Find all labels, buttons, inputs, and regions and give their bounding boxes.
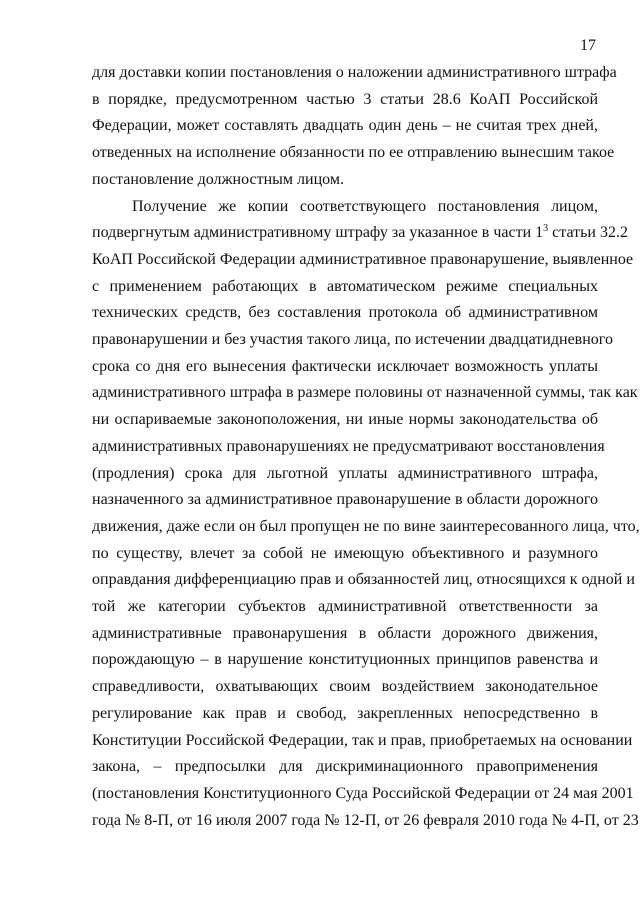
text-line: правонарушении и без участия такого лица, по истечении двадцатидневного <box>92 331 613 349</box>
text-line-with-superscript <box>92 220 628 247</box>
text-line: назначенного за административное правонарушение в области дорожного <box>92 491 598 509</box>
text-fragment: подвергнутым административному штрафу за указанное в части 1 <box>92 224 544 242</box>
text-line: административного штрафа в размере половины от назначенной суммы, так как <box>92 384 638 402</box>
text-line: порождающую – в нарушение конституционных принципов равенства и <box>92 651 598 669</box>
text-line: по существу, влечет за собой не имеющую объективного и разумного <box>92 544 598 562</box>
document-body <box>92 60 640 834</box>
text-line: для доставки копии постановления о наложении административного штрафа <box>92 64 617 81</box>
paragraph-2 <box>92 194 640 835</box>
text-line: срока со дня его вынесения фактически исключает возможность уплаты <box>92 357 598 375</box>
superscript: 3 <box>543 223 549 235</box>
text-line: справедливости, охватывающих своим воздействием законодательное <box>92 678 598 696</box>
text-line: (постановления Конституционного Суда Российской Федерации от 24 мая 2001 <box>92 784 634 802</box>
text-line: постановление должностным лицом. <box>92 170 344 188</box>
text-line: движения, даже если он был пропущен не по вине заинтересованного лица, что, <box>92 517 640 535</box>
text-line: административных правонарушениях не предусматривают восстановления <box>92 437 605 455</box>
text-line: технических средств, без составления протокола об административном <box>92 304 598 322</box>
text-line: отведенных на исполнение обязанности по ее отправлению вынесшим такое <box>92 144 615 162</box>
text-fragment: статьи 32.2 <box>548 224 628 242</box>
text-line: Получение же копии соответствующего постановления лицом, <box>132 197 598 215</box>
text-line: КоАП Российской Федерации административное правонарушение, выявленное <box>92 250 634 268</box>
text-line: в порядке, предусмотренном частью 3 статьи 28.6 КоАП Российской <box>92 90 598 108</box>
text-line: административные правонарушения в области дорожного движения, <box>92 624 598 642</box>
paragraph-1 <box>92 60 617 194</box>
text-line: с применением работающих в автоматическом режиме специальных <box>92 277 598 295</box>
text-line: Конституции Российской Федерации, так и прав, приобретаемых на основании <box>92 731 633 749</box>
text-line: года № 8-П, от 16 июля 2007 года № 12-П, от 26 февраля 2010 года № 4-П, от 23 <box>92 811 639 829</box>
text-line: той же категории субъектов административной ответственности за <box>92 598 598 616</box>
text-line: регулирование как прав и свобод, закрепленных непосредственно в <box>92 704 598 722</box>
text-line: (продления) срока для льготной уплаты административного штрафа, <box>92 464 598 482</box>
text-line: Федерации, может составлять двадцать один день – не считая трех дней, <box>92 117 598 135</box>
page-number: 17 <box>580 37 596 54</box>
text-line: закона, – предпосылки для дискриминационного правоприменения <box>92 758 598 776</box>
text-line: оправдания дифференциацию прав и обязанностей лиц, относящихся к одной и <box>92 571 635 589</box>
text-line: ни оспариваемые законоположения, ни иные нормы законодательства об <box>92 411 598 429</box>
